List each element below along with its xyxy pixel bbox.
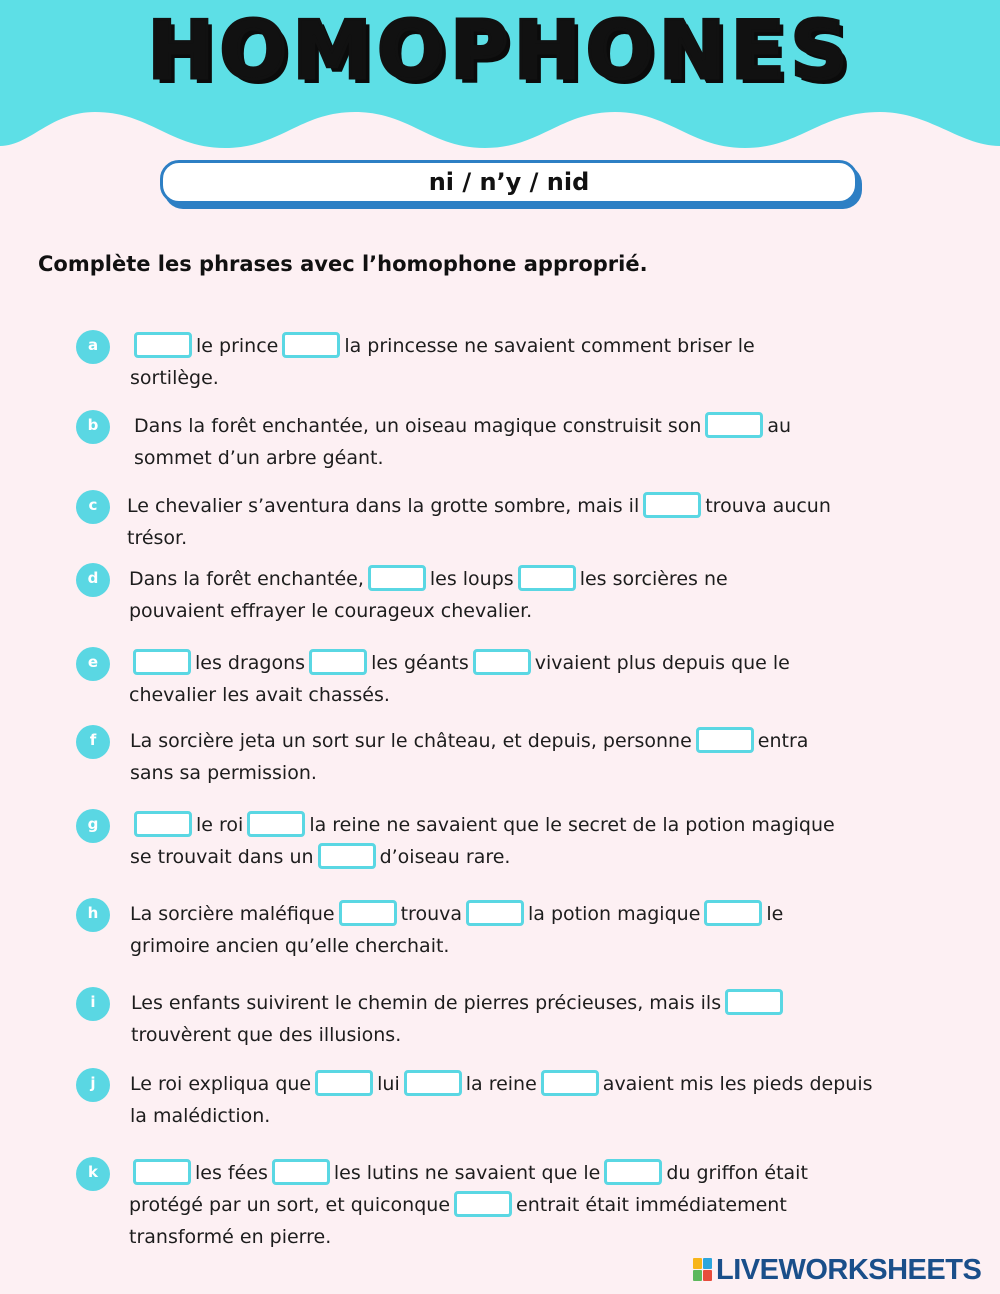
answer-blank-input[interactable] <box>643 492 701 518</box>
sentence-fragment: lui <box>377 1073 400 1095</box>
sentence-line <box>130 757 940 789</box>
sentence-line <box>134 442 940 474</box>
answer-blank-input[interactable] <box>604 1159 662 1185</box>
sentence-fragment: sans sa permission. <box>130 762 317 784</box>
sentence-fragment: protégé par un sort, et quiconque <box>129 1194 451 1216</box>
header-banner <box>0 0 1000 160</box>
sentence-fragment: trésor. <box>127 527 188 549</box>
item-letter-badge: d <box>76 563 110 597</box>
sentence-fragment: pouvaient effrayer le courageux chevalier. <box>129 600 533 622</box>
item-letter-badge: e <box>76 647 110 681</box>
item-letter-badge: k <box>76 1157 110 1191</box>
sentence-fragment: la malédiction. <box>130 1105 271 1127</box>
sentence-fragment: sortilège. <box>130 367 219 389</box>
answer-blank-input[interactable] <box>725 989 783 1015</box>
sentence-line <box>130 841 940 873</box>
sentence-fragment: trouva <box>400 903 463 925</box>
item-sentence <box>131 987 940 1051</box>
item-sentence <box>129 1157 940 1253</box>
sentence-line <box>129 1221 940 1253</box>
sentence-fragment: les dragons <box>195 652 306 674</box>
answer-blank-input[interactable] <box>315 1070 373 1096</box>
answer-blank-input[interactable] <box>696 727 754 753</box>
sentence-fragment: la reine ne savaient que le secret de la potion magique <box>309 814 835 836</box>
sentence-fragment: du griffon était <box>666 1162 808 1184</box>
sentence-fragment: entrait était immédiatement <box>516 1194 787 1216</box>
answer-blank-input[interactable] <box>454 1191 512 1217</box>
item-sentence <box>130 809 940 873</box>
sentence-fragment: la princesse ne savaient comment briser le <box>344 335 755 357</box>
sentence-line <box>129 647 940 679</box>
sentence-fragment: au <box>767 415 792 437</box>
page-title: HOMOPHONES <box>147 4 853 97</box>
item-letter-badge: j <box>76 1068 110 1102</box>
answer-blank-input[interactable] <box>272 1159 330 1185</box>
answer-blank-input[interactable] <box>282 332 340 358</box>
sentence-line <box>129 1189 940 1221</box>
sentence-fragment: la reine <box>465 1073 537 1095</box>
sentence-line <box>130 930 940 962</box>
answer-blank-input[interactable] <box>368 565 426 591</box>
sentence-fragment: les géants <box>371 652 469 674</box>
answer-blank-input[interactable] <box>134 332 192 358</box>
answer-blank-input[interactable] <box>247 811 305 837</box>
item-sentence <box>129 647 940 711</box>
item-letter-badge: f <box>76 725 110 759</box>
sentence-fragment: grimoire ancien qu’elle cherchait. <box>130 935 450 957</box>
sentence-line <box>131 987 940 1019</box>
answer-blank-input[interactable] <box>133 1159 191 1185</box>
answer-blank-input[interactable] <box>309 649 367 675</box>
sentence-fragment: Le roi expliqua que <box>130 1073 312 1095</box>
sentence-fragment: les sorcières ne <box>579 568 728 590</box>
answer-blank-input[interactable] <box>541 1070 599 1096</box>
sentence-fragment: vivaient plus depuis que le <box>534 652 790 674</box>
answer-blank-input[interactable] <box>466 900 524 926</box>
sentence-fragment: trouvèrent que des illusions. <box>131 1024 402 1046</box>
logo-grid-icon <box>693 1258 713 1282</box>
sentence-fragment: le roi <box>196 814 244 836</box>
answer-blank-input[interactable] <box>473 649 531 675</box>
answer-blank-input[interactable] <box>339 900 397 926</box>
item-letter-badge: a <box>76 330 110 364</box>
sentence-line <box>129 563 940 595</box>
sentence-fragment: la potion magique <box>528 903 701 925</box>
item-letter-badge: i <box>76 987 110 1021</box>
sentence-fragment: les lutins ne savaient que le <box>333 1162 601 1184</box>
answer-blank-input[interactable] <box>404 1070 462 1096</box>
sentence-fragment: Les enfants suivirent le chemin de pierres précieuses, mais ils <box>131 992 722 1014</box>
sentence-line <box>129 1157 940 1189</box>
answer-blank-input[interactable] <box>705 412 763 438</box>
sentence-line <box>129 595 940 627</box>
sentence-fragment: Dans la forêt enchantée, <box>129 568 364 590</box>
item-letter-badge: h <box>76 898 110 932</box>
sentence-fragment: Dans la forêt enchantée, un oiseau magique construisit son <box>134 415 702 437</box>
sentence-fragment: le prince <box>196 335 279 357</box>
sentence-fragment: transformé en pierre. <box>129 1226 332 1248</box>
sentence-line <box>130 809 940 841</box>
item-sentence <box>130 330 940 394</box>
sentence-line <box>130 898 940 930</box>
sentence-fragment: d’oiseau rare. <box>379 846 511 868</box>
sentence-fragment: se trouvait dans un <box>130 846 314 868</box>
item-letter-badge: g <box>76 809 110 843</box>
answer-blank-input[interactable] <box>133 649 191 675</box>
item-sentence <box>130 1068 940 1132</box>
sentence-fragment: le <box>766 903 784 925</box>
item-sentence <box>130 725 940 789</box>
item-letter-badge: c <box>76 490 110 524</box>
item-letter-badge: b <box>76 410 110 444</box>
sentence-fragment: les fées <box>195 1162 268 1184</box>
sentence-fragment: La sorcière jeta un sort sur le château, et depuis, personne <box>130 730 692 752</box>
item-sentence <box>130 898 940 962</box>
sentence-fragment: sommet d’un arbre géant. <box>134 447 384 469</box>
item-sentence <box>127 490 940 554</box>
sentence-line <box>130 362 940 394</box>
logo-text: LIVEWORKSHEETS <box>716 1254 982 1286</box>
sentence-fragment: Le chevalier s’aventura dans la grotte sombre, mais il <box>127 495 640 517</box>
sentence-fragment: La sorcière maléfique <box>130 903 335 925</box>
sentence-fragment: trouva aucun <box>705 495 831 517</box>
sentence-line <box>129 679 940 711</box>
item-sentence <box>134 410 940 474</box>
instruction-text: Complète les phrases avec l’homophone approprié. <box>38 252 648 276</box>
sentence-fragment: entra <box>757 730 809 752</box>
answer-blank-input[interactable] <box>704 900 762 926</box>
sentence-line <box>130 725 940 757</box>
sentence-line <box>127 490 940 522</box>
item-sentence <box>129 563 940 627</box>
sentence-line <box>127 522 940 554</box>
sentence-line <box>134 410 940 442</box>
sentence-line <box>130 1100 940 1132</box>
sentence-line <box>130 330 940 362</box>
liveworksheets-logo <box>690 1252 990 1288</box>
sentence-fragment: avaient mis les pieds depuis <box>602 1073 873 1095</box>
sentence-line <box>131 1019 940 1051</box>
answer-blank-input[interactable] <box>318 843 376 869</box>
sentence-line <box>130 1068 940 1100</box>
answer-blank-input[interactable] <box>518 565 576 591</box>
subtitle-banner: ni / n’y / nid <box>160 160 858 204</box>
sentence-fragment: les loups <box>429 568 514 590</box>
sentence-fragment: chevalier les avait chassés. <box>129 684 390 706</box>
answer-blank-input[interactable] <box>134 811 192 837</box>
